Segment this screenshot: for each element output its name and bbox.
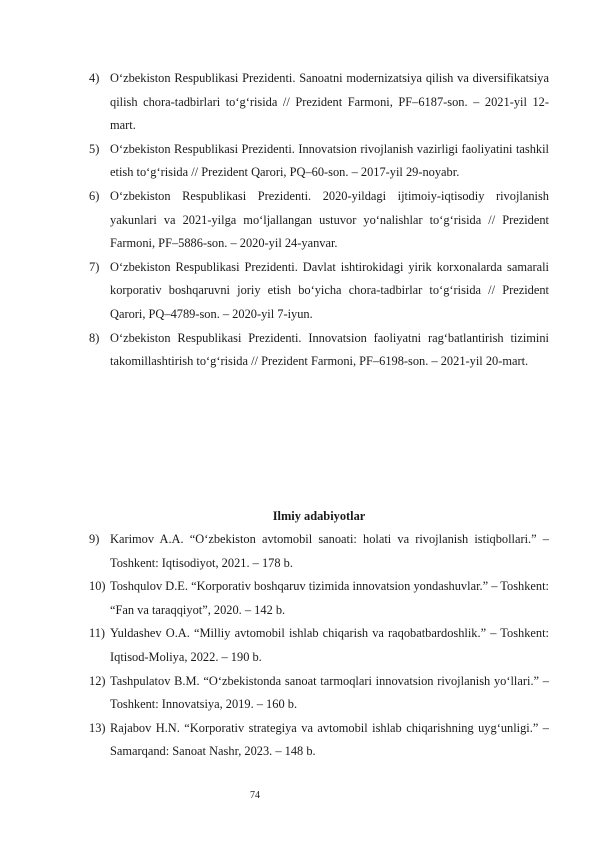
reference-text: Rajabov H.N. “Korporativ strategiya va avtomobil ishlab chiqarishning uyg‘unligi.” – Samarqand: Sanoat Nashr, 2023. – 148 b. (110, 720, 549, 759)
reference-number: 6) (89, 188, 100, 203)
reference-item (89, 185, 549, 256)
reference-text: Tashpulatov B.M. “O‘zbekistonda sanoat tarmoqlari innovatsion rivojlanish yo‘llari.” – Toshkent: Innovatsiya, 2019. – 160 b. (110, 673, 549, 712)
reference-number: 8) (89, 330, 100, 345)
reference-number: 9) (89, 532, 100, 546)
reference-item (89, 575, 549, 622)
reference-number: 10) (89, 579, 106, 594)
references-list-legal (89, 67, 549, 374)
reference-number: 11) (89, 626, 106, 641)
reference-item (89, 138, 549, 185)
reference-item (89, 67, 549, 138)
reference-text: O‘zbekiston Respublikasi Prezidenti. Innovatsion rivojlanish vazirligi faoliyatini tashkil etish to‘g‘risida // Prezident Qarori, PQ–60-son. – 2017-yil 29-noyabr. (110, 141, 549, 180)
reference-item (89, 327, 549, 374)
section-title: Ilmiy adabiyotlar (272, 509, 366, 523)
reference-number: 5) (89, 141, 100, 156)
reference-text: Toshqulov D.E. “Korporativ boshqaruv tizimida innovatsion yondashuvlar.” – Toshkent: “Fan va taraqqiyot”, 2020. – 142 b. (110, 579, 549, 617)
reference-text: O‘zbekiston Respublikasi Prezidenti. Davlat ishtirokidagi yirik korxonalarda samarali korporativ boshqaruvni joriy etish bo‘yicha chora-tadbirlar to‘g‘risida // Prezident Qarori, PQ–4789-son. – 2020-yil 7-iyun. (110, 259, 549, 321)
reference-text: O‘zbekiston Respublikasi Prezidenti. Sanoatni modernizatsiya qilish va diversifikatsiya qilish chora-tadbirlari to‘g‘risida // Prezident Farmoni, PF–6187-son. – 2021-yil 12-mart. (110, 71, 549, 133)
reference-text: Karimov A.A. “O‘zbekiston avtomobil sanoati: holati va rivojlanish istiqbollari.” – Toshkent: Iqtisodiyot, 2021. – 178 b. (110, 532, 549, 570)
reference-text: O‘zbekiston Respublikasi Prezidenti. 2020-yildagi ijtimoiy-iqtisodiy rivojlanish yakunlari va 2021-yilga mo‘ljallangan ustuvor yo‘nalishlar to‘g‘risida // Prezident Farmoni, PF–5886-son. – 2020-yil 24-yanvar. (110, 188, 549, 251)
reference-number: 13) (89, 720, 106, 735)
reference-item (89, 670, 549, 717)
reference-item (89, 622, 549, 669)
reference-text: O‘zbekiston Respublikasi Prezidenti. Innovatsion faoliyatni rag‘batlantirish tizimini takomillashtirish to‘g‘risida // Prezident Farmoni, PF–6198-son. – 2021-yil 20-mart. (110, 330, 549, 369)
reference-number: 4) (89, 71, 100, 85)
reference-number: 12) (89, 673, 106, 688)
reference-number: 7) (89, 259, 100, 274)
reference-item (89, 717, 549, 764)
reference-text: Yuldashev O.A. “Milliy avtomobil ishlab chiqarish va raqobatbardoshlik.” – Toshkent: Iqtisod-Moliya, 2022. – 190 b. (110, 626, 549, 664)
references-list-literature (89, 528, 549, 764)
page-number: 74 (250, 790, 260, 801)
reference-item (89, 256, 549, 327)
reference-item (89, 528, 549, 575)
